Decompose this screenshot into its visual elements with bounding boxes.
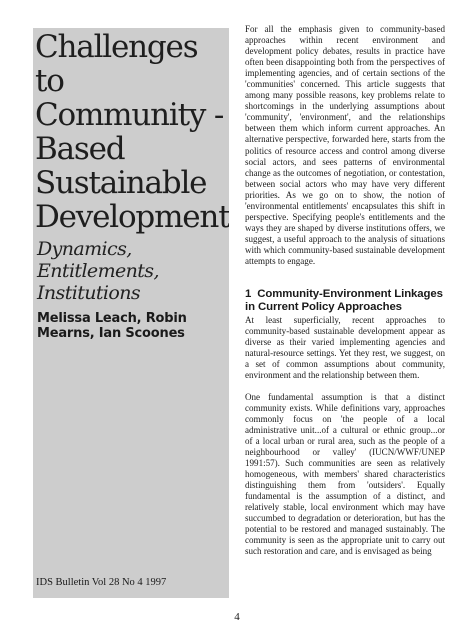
bulletin-citation: IDS Bulletin Vol 28 No 4 1997: [36, 577, 167, 588]
article-subtitle: Dynamics, Entitlements, Institutions: [37, 238, 159, 304]
article-authors: Melissa Leach, Robin Mearns, Ian Scoones: [37, 311, 187, 341]
section-title: Community-Environment Linkages in Current Policy Approaches: [245, 288, 443, 313]
section-number: 1: [245, 288, 252, 301]
body-column: [245, 24, 445, 557]
title-panel: [33, 28, 229, 598]
body-paragraph: One fundamental assumption is that a distinct community exists. While definitions vary, approaches commonly focus on 'the people of a local administrative unit...of a cultural or ethnic group...or of a local urban or rural area, such as the people of a neighbourhood or valley' (IUCN/WWF/UNEP 1991:57). Such communities are seen as relatively homogeneous, with members' shared characteristics distinguishing them from 'outsiders'. Equally fundamental is the assumption of a distinct, and relatively stable, local environment which may have succumbed to degradation or deterioration, but has the potential to be restored and managed sustainably. The community is seen as the appropriate unit to carry out such restoration and care, and is envisaged as being: [245, 391, 445, 557]
intro-paragraph: For all the emphasis given to community-based approaches within recent environment and development policy debates, results in practice have often been disappointing both from the perspectives of implementing agencies, and of certain sections of the 'communities' concerned. This article suggests that among many possible reasons, key problems relate to shortcomings in the underlying assumptions about 'community', 'environment', and the relationships between them which inform current approaches. An alternative perspective, forwarded here, starts from the politics of resource access and control among diverse social actors, and sees patterns of environmental change as the outcomes of negotiation, or contestation, between social actors who may have very different priorities. As we go on to show, the notion of 'environmental entitlements' encapsulates this shift in perspective. Specifying people's entitlements and the ways they are shaped by diverse institutions offers, we suggest, a useful approach to the analysis of situations with which community-based sustainable development attempts to engage.: [245, 24, 445, 266]
section-heading: [245, 288, 445, 313]
body-paragraph: At least superficially, recent approaches to community-based sustainable development appear as diverse as their varied implementing agencies and natural-resource settings. Yet they rest, we suggest, on a set of common assumptions about community, environment and the relationship between them.: [245, 315, 445, 381]
page-number: 4: [234, 611, 240, 623]
article-title: Challenges to Community -Based Sustainable Development: [35, 29, 229, 235]
